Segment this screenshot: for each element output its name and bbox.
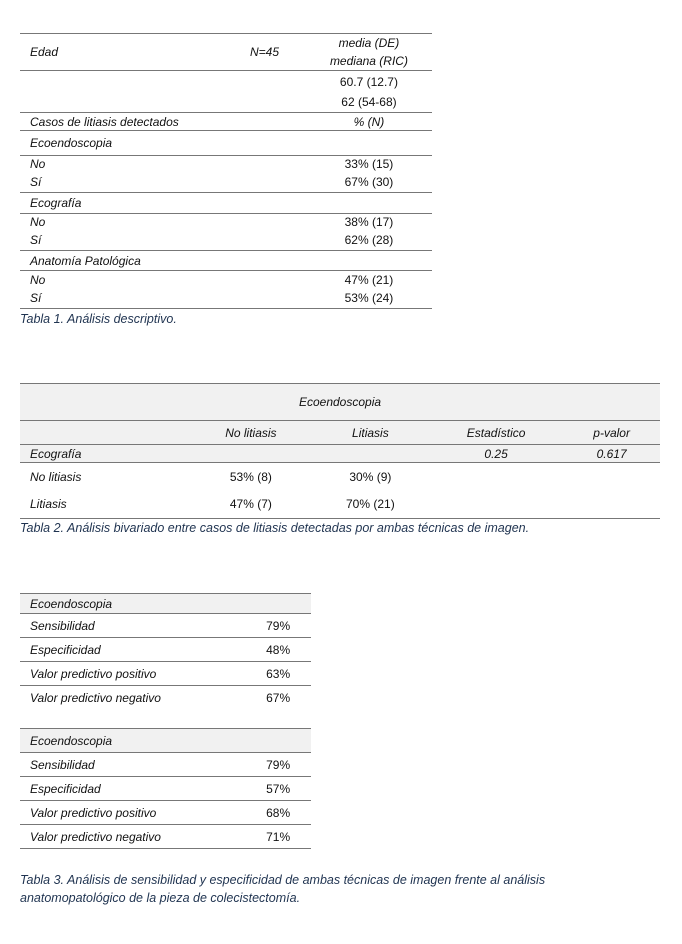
table-2-bivariate — [20, 383, 660, 519]
table-row — [20, 34, 432, 71]
cell-value: 70% (21) — [346, 497, 395, 512]
row-label: Sí — [30, 233, 42, 248]
row-label: Sí — [30, 175, 42, 190]
header-n: N=45 — [250, 45, 280, 59]
age-mean: 60.7 (12.7) — [339, 74, 398, 89]
column-header: Litiasis — [352, 425, 389, 440]
p-value: 0.617 — [596, 446, 627, 461]
row-value: 79% — [266, 618, 291, 633]
header-edad: Edad — [30, 45, 59, 59]
age-median: 62 (54-68) — [341, 94, 397, 109]
row-label: Sensibilidad — [30, 757, 95, 772]
row-label: Sensibilidad — [30, 618, 95, 633]
group-label: Ecografía — [30, 446, 82, 461]
section-title: Ecografía — [30, 196, 82, 210]
caption-line: Tabla 3. Análisis de sensibilidad y especificidad de ambas técnicas de imagen frente al análisis — [20, 873, 546, 887]
estadistico-value: 0.25 — [484, 446, 508, 461]
table-row — [20, 825, 311, 849]
row-value: 71% — [266, 829, 291, 844]
section-row — [20, 193, 432, 214]
table-row — [20, 491, 660, 519]
header-stat-mean: media (DE) — [338, 36, 400, 50]
block-title: Ecoendoscopia — [30, 596, 113, 611]
row-value: 33% (15) — [344, 157, 394, 172]
row-value: 38% (17) — [344, 215, 394, 230]
table-row — [20, 801, 311, 825]
caption-line: anatomopatológico de la pieza de colecistectomía. — [20, 891, 301, 905]
header-stats — [306, 34, 432, 71]
column-header: No litiasis — [225, 425, 277, 440]
column-header: p-valor — [593, 425, 630, 440]
section-title: Anatomía Patológica — [30, 253, 141, 268]
row-value: 53% (24) — [344, 291, 394, 306]
section-row — [20, 131, 432, 156]
row-label: Especificidad — [30, 642, 101, 657]
table-row — [20, 463, 660, 491]
cell-value: 30% (9) — [349, 469, 392, 484]
row-value: 48% — [266, 642, 291, 657]
row-label: No — [30, 272, 46, 287]
table-row — [20, 113, 432, 131]
section-title: Ecoendoscopia — [30, 136, 113, 150]
row-label: Valor predictivo negativo — [30, 829, 161, 844]
row-value: 47% (21) — [344, 272, 394, 287]
table-row — [20, 753, 311, 777]
table-3a-ecoendoscopia — [20, 593, 311, 710]
block-title-row — [20, 594, 311, 614]
row-label: Valor predictivo positivo — [30, 666, 157, 681]
row-value: 62% (28) — [344, 233, 394, 248]
row-label: Especificidad — [30, 781, 101, 796]
column-header: Estadístico — [466, 425, 526, 440]
table-row — [20, 214, 432, 231]
table-row — [20, 231, 432, 251]
cases-header-label: Casos de litiasis detectados — [30, 114, 179, 129]
table-1-descriptive — [20, 33, 432, 309]
table-row — [20, 173, 432, 193]
table-row — [20, 638, 311, 662]
row-label: No — [30, 215, 46, 230]
cell-value: 53% (8) — [229, 469, 272, 484]
table-row — [20, 289, 432, 309]
row-value: 63% — [266, 666, 291, 681]
cell-value: 47% (7) — [229, 497, 272, 512]
block-title: Ecoendoscopia — [30, 733, 113, 748]
row-value: 67% — [266, 690, 291, 705]
row-value: 57% — [266, 781, 291, 796]
table-2-caption: Tabla 2. Análisis bivariado entre casos de litiasis detectadas por ambas técnicas de imagen. — [20, 521, 530, 535]
table-header-row — [20, 421, 660, 445]
row-label: Valor predictivo negativo — [30, 690, 161, 705]
table-row — [20, 614, 311, 638]
table-3-caption — [20, 871, 545, 907]
row-value: 67% (30) — [344, 175, 394, 190]
table-row — [20, 777, 311, 801]
section-row — [20, 251, 432, 271]
table-row — [20, 156, 432, 173]
row-label: Valor predictivo positivo — [30, 805, 157, 820]
table-row — [20, 662, 311, 686]
table-2-title: Ecoendoscopia — [298, 395, 382, 409]
row-label: Litiasis — [30, 497, 67, 512]
table-3b-block — [20, 728, 311, 849]
row-value: 79% — [266, 757, 291, 772]
table-row — [20, 445, 660, 463]
cases-header-unit: % (N) — [353, 114, 385, 129]
table-row — [20, 686, 311, 710]
row-value: 68% — [266, 805, 291, 820]
table-row — [20, 384, 660, 421]
block-title-row — [20, 729, 311, 753]
table-row — [20, 71, 432, 113]
table-row — [20, 271, 432, 289]
row-label: Sí — [30, 291, 42, 306]
table-1-caption: Tabla 1. Análisis descriptivo. — [20, 312, 177, 326]
age-values — [306, 71, 432, 113]
header-stat-median: mediana (RIC) — [329, 54, 408, 68]
row-label: No litiasis — [30, 469, 82, 484]
row-label: No — [30, 157, 46, 172]
